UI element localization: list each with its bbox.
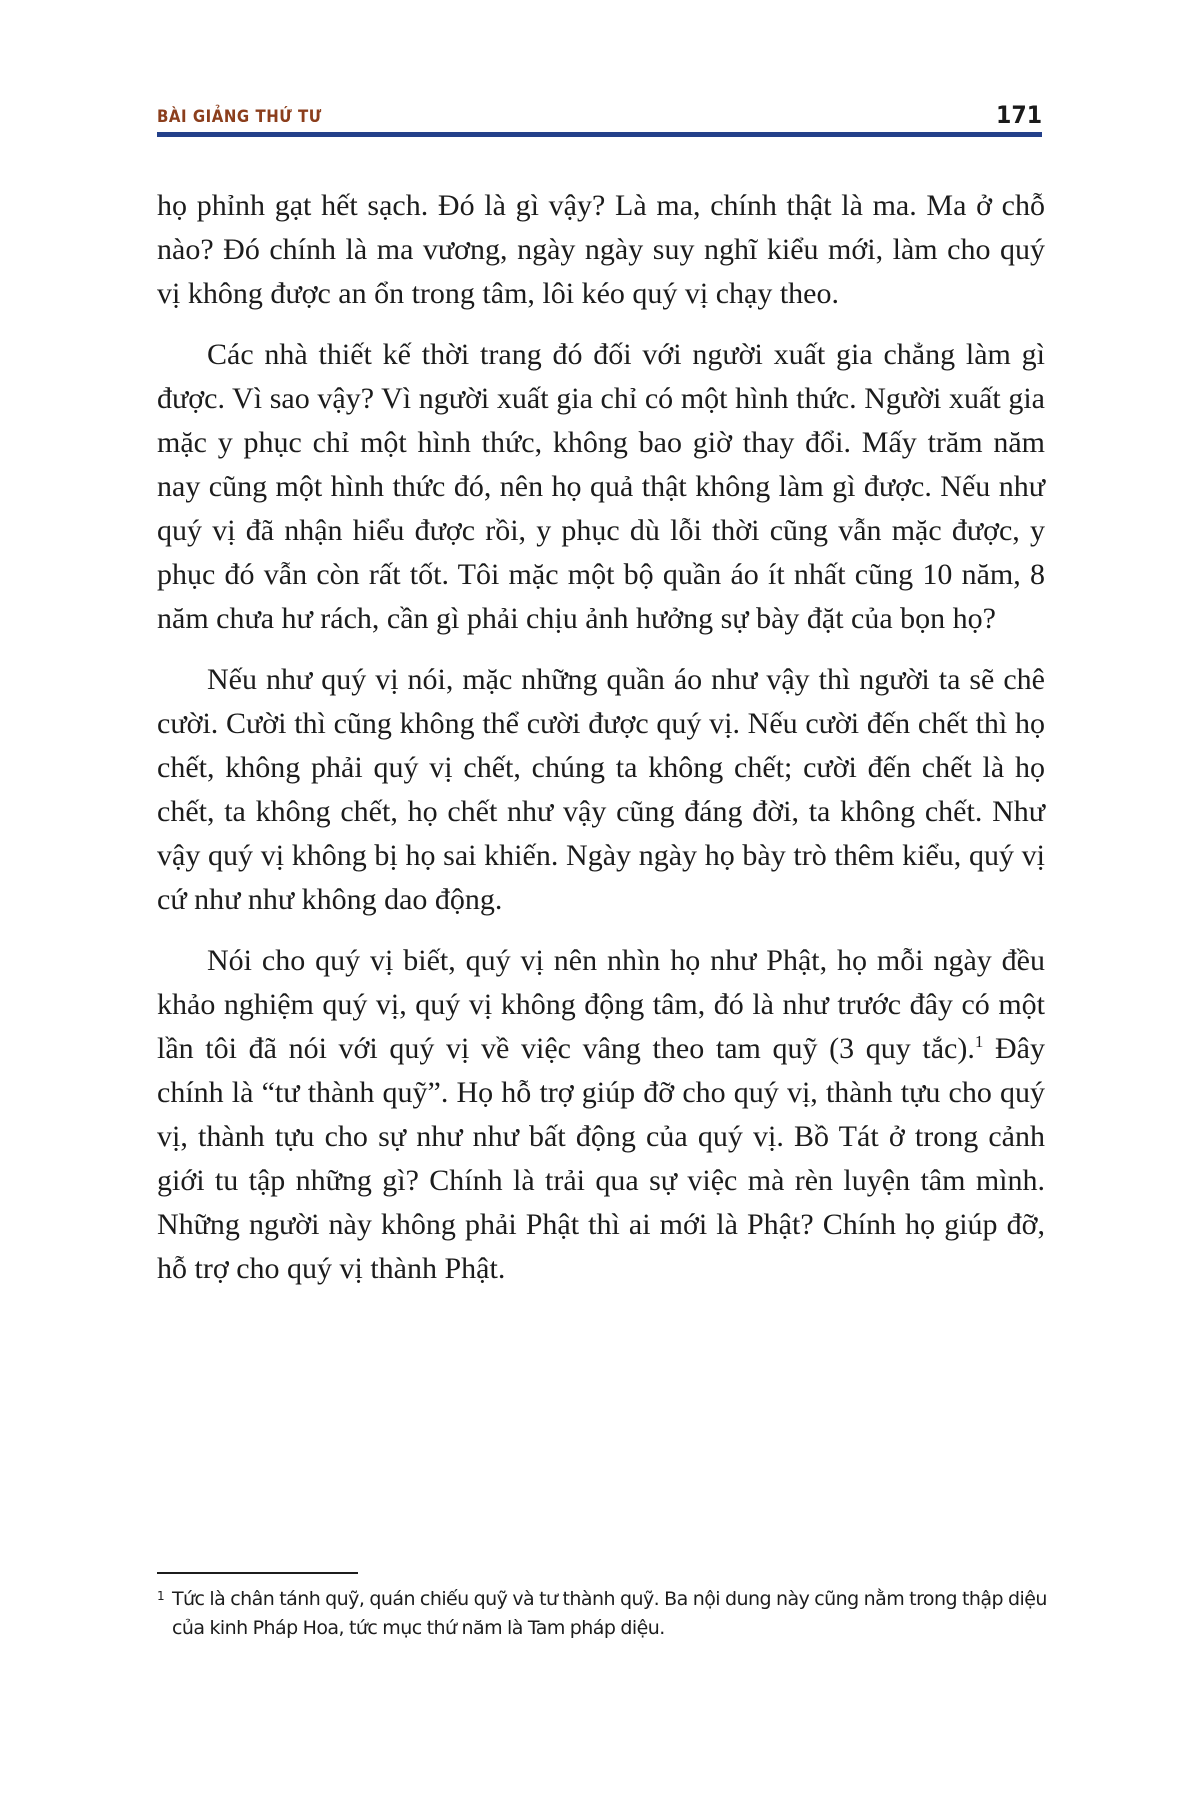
paragraph-4-text-a: Nói cho quý vị biết, quý vị nên nhìn họ như Phật, họ mỗi ngày đều khảo nghiệm quý vị, quý vị không động tâm, đó là như trước đây có một lần tôi đã nói với quý vị về việc vâng theo tam quỹ (3 quy tắc). xyxy=(157,944,1045,1065)
paragraph-4 xyxy=(157,939,1045,1291)
running-header xyxy=(157,101,1042,129)
footnote-reference[interactable]: 1 xyxy=(974,1032,984,1051)
paragraph-3: Nếu như quý vị nói, mặc những quần áo như vậy thì người ta sẽ chê cười. Cười thì cũng không thể cười được quý vị. Nếu cười đến chết thì họ chết, không phải quý vị chết, chúng ta không chết; cười đến chết là họ chết, ta không chết, họ chết như vậy cũng đáng đời, ta không chết. Như vậy quý vị không bị họ sai khiến. Ngày ngày họ bày trò thêm kiểu, quý vị cứ như như không dao động. xyxy=(157,663,1045,916)
footnote-text: Tức là chân tánh quỹ, quán chiếu quỹ và tư thành quỹ. Ba nội dung này cũng nằm trong thập diệu của kinh Pháp Hoa, tức mục thứ năm là Tam pháp diệu. xyxy=(172,1588,1047,1639)
body-text xyxy=(157,184,1045,1308)
paragraph-1: họ phỉnh gạt hết sạch. Đó là gì vậy? Là ma, chính thật là ma. Ma ở chỗ nào? Đó chính là ma vương, ngày ngày suy nghĩ kiểu mới, làm cho quý vị không được an ổn trong tâm, lôi kéo quý vị chạy theo. xyxy=(157,189,1045,310)
page-number: 171 xyxy=(995,101,1042,129)
chapter-title: BÀI GIẢNG THỨ TƯ xyxy=(157,107,322,127)
footnote-rule xyxy=(157,1572,358,1574)
paragraph-2: Các nhà thiết kế thời trang đó đối với người xuất gia chẳng làm gì được. Vì sao vậy? Vì người xuất gia chỉ có một hình thức. Người xuất gia mặc y phục chỉ một hình thức, không bao giờ thay đổi. Mấy trăm năm nay cũng một hình thức đó, nên họ quả thật không làm gì được. Nếu như quý vị đã nhận hiểu được rồi, y phục dù lỗi thời cũng vẫn mặc được, y phục đó vẫn còn rất tốt. Tôi mặc một bộ quần áo ít nhất cũng 10 năm, 8 năm chưa hư rách, cần gì phải chịu ảnh hưởng sự bày đặt của bọn họ? xyxy=(157,338,1045,635)
paragraph-4-text-b: Đây chính là “tư thành quỹ”. Họ hỗ trợ giúp đỡ cho quý vị, thành tựu cho quý vị, thành tựu cho sự như như bất động của quý vị. Bồ Tát ở trong cảnh giới tu tập những gì? Chính là trải qua sự việc mà rèn luyện tâm mình. Những người này không phải Phật thì ai mới là Phật? Chính họ giúp đỡ, hỗ trợ cho quý vị thành Phật. xyxy=(157,1032,1046,1285)
footnote-1 xyxy=(157,1585,1047,1643)
header-rule xyxy=(157,132,1042,137)
footnote-mark: 1 xyxy=(157,1589,165,1603)
